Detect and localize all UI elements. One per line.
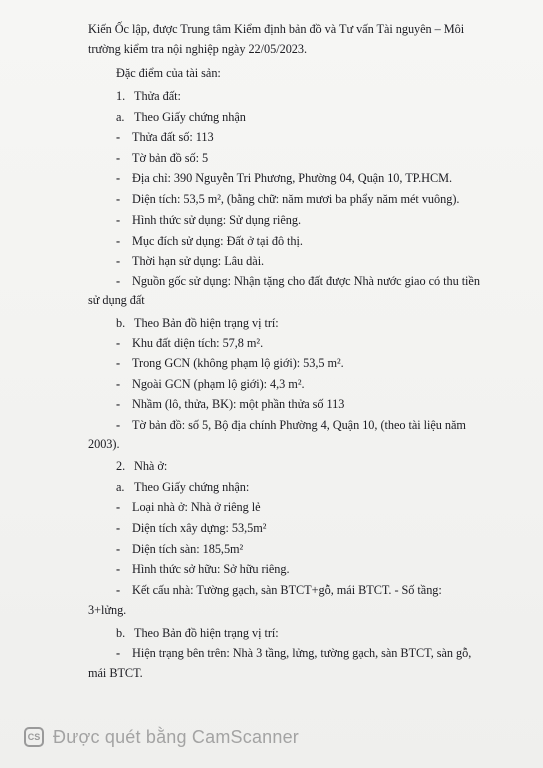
list-item: - Thời hạn sử dụng: Lâu dài.	[116, 254, 265, 268]
list-item: - Khu đất diện tích: 57,8 m².	[116, 336, 264, 350]
list-item: - Hình thức sử dụng: Sử dụng riêng.	[116, 213, 301, 227]
lettered-heading: b. Theo Bản đồ hiện trạng vị trí:	[116, 626, 279, 640]
list-item: - Loại nhà ở: Nhà ở riêng lẻ	[116, 500, 261, 514]
paragraph-line: trường kiểm tra nội nghiệp ngày 22/05/2023.	[88, 42, 308, 56]
paragraph-line: sử dụng đất	[88, 293, 145, 307]
list-item: - Mục đích sử dụng: Đất ở tại đô thị.	[116, 234, 303, 248]
lettered-heading: b. Theo Bản đồ hiện trạng vị trí:	[116, 316, 279, 330]
paragraph-line: Kiến Ốc lập, được Trung tâm Kiểm định bản đồ và Tư vấn Tài nguyên – Môi	[88, 22, 465, 36]
list-item: - Nhầm (lô, thửa, BK): một phần thửa số 113	[116, 397, 345, 411]
list-item: - Trong GCN (không phạm lộ giới): 53,5 m².	[116, 356, 344, 370]
paragraph-line: mái BTCT.	[88, 666, 143, 680]
list-item: - Kết cấu nhà: Tường gạch, sàn BTCT+gỗ, mái BTCT. - Số tầng:	[116, 583, 442, 597]
section-heading: Đặc điểm của tài sản:	[116, 66, 221, 80]
camscanner-logo-icon: CS	[24, 727, 44, 747]
list-item: - Thửa đất số: 113	[116, 130, 214, 144]
camscanner-watermark	[24, 725, 299, 749]
list-item: - Ngoài GCN (phạm lộ giới): 4,3 m².	[116, 377, 305, 391]
list-item: - Diện tích xây dựng: 53,5m²	[116, 521, 267, 535]
list-item: - Hình thức sở hữu: Sở hữu riêng.	[116, 562, 290, 576]
list-item: - Tờ bản đồ: số 5, Bộ địa chính Phường 4, Quận 10, (theo tài liệu năm	[116, 418, 466, 432]
list-item: - Nguồn gốc sử dụng: Nhận tặng cho đất được Nhà nước giao có thu tiền	[116, 274, 480, 288]
list-item: - Địa chỉ: 390 Nguyễn Tri Phương, Phường 04, Quận 10, TP.HCM.	[116, 171, 453, 185]
lettered-heading: a. Theo Giấy chứng nhận	[116, 110, 246, 124]
numbered-heading: 1. Thửa đất:	[116, 89, 181, 103]
numbered-heading: 2. Nhà ở:	[116, 459, 168, 473]
paragraph-line: 3+lửng.	[88, 603, 127, 617]
list-item: - Diện tích sàn: 185,5m²	[116, 542, 244, 556]
list-item: - Hiện trạng bên trên: Nhà 3 tầng, lửng, tường gạch, sàn BTCT, sàn gỗ,	[116, 646, 472, 660]
list-item: - Diện tích: 53,5 m², (bằng chữ: năm mươi ba phẩy năm mét vuông).	[116, 192, 460, 206]
lettered-heading: a. Theo Giấy chứng nhận:	[116, 480, 250, 494]
watermark-text: Được quét bằng CamScanner	[53, 726, 299, 747]
paragraph-line: 2003).	[88, 437, 120, 451]
list-item: - Tờ bản đồ số: 5	[116, 151, 209, 165]
